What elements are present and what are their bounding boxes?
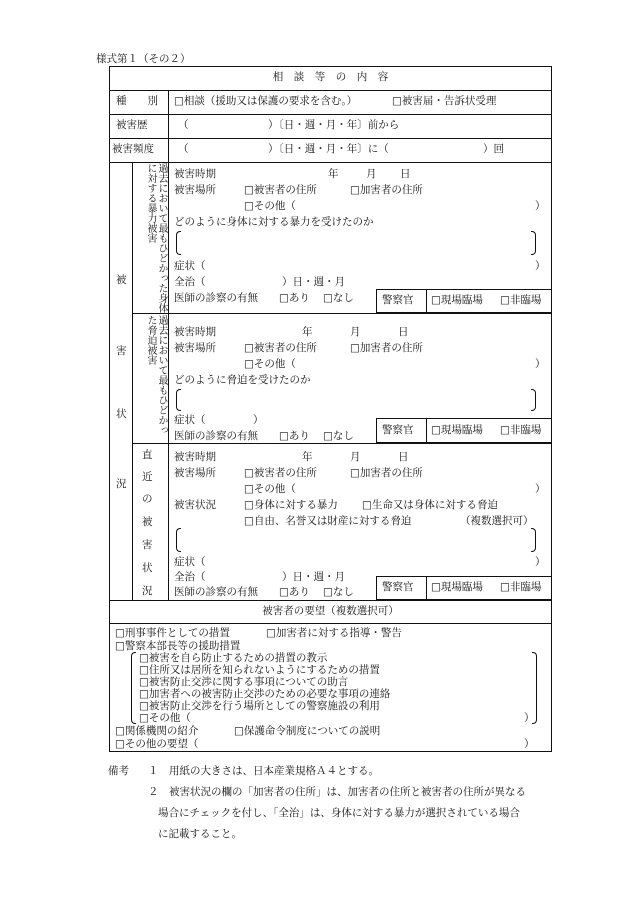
- pt-place-offender-checkbox[interactable]: □加害者の住所: [350, 342, 423, 354]
- divider: [168, 162, 169, 600]
- divider: [426, 418, 427, 443]
- divider: [109, 623, 552, 624]
- req-criminal-checkbox[interactable]: □刑事事件としての措置: [115, 627, 230, 639]
- pt-day[interactable]: 日: [398, 326, 409, 338]
- type-label: 種 別: [116, 95, 158, 107]
- rc-symptom-close: ）: [535, 556, 546, 568]
- section-label-4: 況: [116, 478, 127, 490]
- req-other-checkbox[interactable]: □その他の要望（: [115, 738, 199, 750]
- pv-heal-input[interactable]: 全治（: [174, 276, 206, 288]
- recent-side-3: の: [142, 493, 153, 505]
- pv-place-other-checkbox[interactable]: □その他（: [244, 200, 296, 212]
- right-bracket: [531, 231, 536, 255]
- pv-doctor-label: 医師の診察の有無: [174, 292, 258, 304]
- note-2-text-line2: 場合にチェックを付し、「全治」は、身体に対する暴力が選択されている場合: [158, 807, 520, 819]
- note-2-text-line3: に記載すること。: [158, 828, 242, 840]
- pv-heal-unit: ）日・週・月: [282, 276, 345, 288]
- recent-side-1: 直: [142, 449, 153, 461]
- pt-time-label: 被害時期: [174, 326, 216, 338]
- req-sub-checkbox[interactable]: □被害防止交渉に関する事項についての助言: [139, 676, 349, 688]
- pt-doctor-label: 医師の診察の有無: [174, 430, 258, 442]
- divider: [109, 114, 552, 115]
- recent-side-4: 被: [142, 516, 153, 528]
- recent-side-5: 害: [142, 539, 153, 551]
- pt-offsite-checkbox[interactable]: □非臨場: [500, 424, 542, 436]
- pv-offsite-checkbox[interactable]: □非臨場: [500, 294, 542, 306]
- notes-label: 備考: [108, 765, 129, 777]
- req-intro-checkbox[interactable]: □関係機関の紹介: [115, 725, 199, 737]
- rc-symptom-input[interactable]: 症状（: [174, 556, 206, 568]
- rc-doctor-yes-checkbox[interactable]: □あり: [279, 586, 310, 598]
- frequency-input[interactable]: ）〔日・週・月・年〕に（: [268, 143, 389, 155]
- req-sub-checkbox[interactable]: □住所又は居所を知られないようにするための措置: [139, 664, 380, 676]
- pv-place-victim-checkbox[interactable]: □被害者の住所: [244, 184, 317, 196]
- note-2-number: ２: [148, 786, 159, 798]
- pv-symptom-close: ）: [535, 260, 546, 272]
- rc-status-threat-life-checkbox[interactable]: □生命又は身体に対する脅迫: [362, 499, 498, 511]
- divider: [132, 313, 552, 314]
- pt-symptom-close: ）: [253, 414, 264, 426]
- rc-place-victim-checkbox[interactable]: □被害者の住所: [244, 467, 317, 479]
- req-guidance-checkbox[interactable]: □加害者に対する指導・警告: [266, 627, 402, 639]
- req-sub-other-checkbox[interactable]: □その他（: [139, 712, 191, 724]
- header-title: 相 談 等 の 内 容: [272, 71, 389, 83]
- pt-place-other-checkbox[interactable]: □その他（: [244, 358, 296, 370]
- rc-day[interactable]: 日: [398, 451, 409, 463]
- recent-side-7: 況: [142, 585, 153, 597]
- pv-police-label: 警察官: [382, 294, 414, 306]
- rc-status-threat-liberty-checkbox[interactable]: □自由、名誉又は財産に対する脅迫: [244, 515, 412, 527]
- right-bracket: [531, 528, 536, 552]
- rc-heal-input[interactable]: 全治（: [174, 571, 206, 583]
- recent-side-2: 近: [142, 471, 153, 483]
- frequency-open-paren: （: [178, 143, 189, 155]
- rc-place-other-close: ）: [535, 483, 546, 495]
- rc-doctor-no-checkbox[interactable]: □なし: [323, 586, 354, 598]
- rc-place-label: 被害場所: [174, 467, 216, 479]
- rc-multi-note: （複数選択可）: [460, 515, 534, 527]
- rc-year[interactable]: 年: [302, 451, 313, 463]
- pv-time-label: 被害時期: [174, 168, 216, 180]
- pv-place-other-close: ）: [535, 200, 546, 212]
- pv-day[interactable]: 日: [400, 168, 411, 180]
- req-sub-checkbox[interactable]: □被害防止交渉を行う場所としての警察施設の利用: [139, 700, 380, 712]
- req-sub-other-close: ）: [524, 712, 535, 724]
- pt-place-other-close: ）: [535, 358, 546, 370]
- rc-time-label: 被害時期: [174, 451, 216, 463]
- rc-month[interactable]: 月: [350, 451, 361, 463]
- req-sub-checkbox[interactable]: □被害を自ら防止するための措置の教示: [139, 652, 328, 664]
- pv-question: どのように身体に対する暴力を受けたのか: [174, 216, 374, 228]
- note-1-text: 用紙の大きさは、日本産業規格Ａ４とする。: [169, 765, 379, 777]
- right-bracket: [531, 389, 536, 411]
- pt-doctor-yes-checkbox[interactable]: □あり: [279, 430, 310, 442]
- pv-place-label: 被害場所: [174, 184, 216, 196]
- left-bracket: [131, 652, 136, 724]
- pt-symptom-input[interactable]: 症状（: [174, 414, 206, 426]
- left-bracket: [176, 389, 181, 411]
- rc-police-label: 警察官: [382, 581, 414, 593]
- history-label: 被害歴: [116, 119, 148, 131]
- pt-onsite-checkbox[interactable]: □現場臨場: [431, 424, 483, 436]
- divider: [132, 162, 133, 600]
- section-label-3: 状: [116, 408, 127, 420]
- requests-title: 被害者の要望（複数選択可）: [262, 605, 399, 617]
- rc-place-other-checkbox[interactable]: □その他（: [244, 483, 296, 495]
- divider: [109, 600, 552, 601]
- past-violence-side-label: 過去において最もひどかった身体に対する暴力被害: [145, 163, 167, 313]
- pv-doctor-no-checkbox[interactable]: □なし: [323, 292, 354, 304]
- pv-onsite-checkbox[interactable]: □現場臨場: [431, 294, 483, 306]
- history-input[interactable]: ）〔日・週・月・年〕前から: [268, 119, 400, 131]
- pv-symptom-input[interactable]: 症状（: [174, 260, 206, 272]
- pt-place-victim-checkbox[interactable]: □被害者の住所: [244, 342, 317, 354]
- history-open-paren: （: [178, 119, 189, 131]
- left-bracket: [176, 528, 181, 552]
- pt-year[interactable]: 年: [302, 326, 313, 338]
- pv-month[interactable]: 月: [366, 168, 377, 180]
- req-other-close: ）: [524, 738, 535, 750]
- frequency-label: 被害頻度: [112, 143, 154, 155]
- section-label-1: 被: [116, 274, 127, 286]
- divider: [132, 443, 552, 444]
- section-label-2: 害: [116, 345, 127, 357]
- divider: [426, 576, 427, 600]
- note-1-number: １: [148, 765, 159, 777]
- divider: [109, 162, 552, 163]
- pv-year[interactable]: 年: [328, 168, 339, 180]
- pt-police-label: 警察官: [382, 424, 414, 436]
- pt-doctor-no-checkbox[interactable]: □なし: [323, 430, 354, 442]
- pv-place-offender-checkbox[interactable]: □加害者の住所: [350, 184, 423, 196]
- rc-onsite-checkbox[interactable]: □現場臨場: [431, 581, 483, 593]
- req-sub-checkbox[interactable]: □加害者への被害防止交渉のための必要な事項の連絡: [139, 688, 391, 700]
- type-consult-checkbox[interactable]: □相談（援助又は保護の要求を含む。）: [174, 95, 358, 107]
- frequency-count-input[interactable]: ）回: [483, 143, 504, 155]
- rc-place-offender-checkbox[interactable]: □加害者の住所: [350, 467, 423, 479]
- pt-month[interactable]: 月: [350, 326, 361, 338]
- pt-place-label: 被害場所: [174, 342, 216, 354]
- divider: [109, 138, 552, 139]
- rc-offsite-checkbox[interactable]: □非臨場: [500, 581, 542, 593]
- rc-status-violence-checkbox[interactable]: □身体に対する暴力: [244, 499, 338, 511]
- recent-side-6: 状: [142, 562, 153, 574]
- rc-heal-unit: ）日・週・月: [282, 571, 345, 583]
- req-protect-checkbox[interactable]: □保護命令制度についての説明: [234, 725, 381, 737]
- pt-question: どのように脅迫を受けたのか: [174, 374, 311, 386]
- pv-doctor-yes-checkbox[interactable]: □あり: [279, 292, 310, 304]
- req-assist-checkbox[interactable]: □警察本部長等の援助措置: [115, 640, 241, 652]
- rc-doctor-label: 医師の診察の有無: [174, 586, 258, 598]
- type-report-checkbox[interactable]: □被害届・告訴状受理: [392, 95, 497, 107]
- past-threat-side-label: 過去において最もひどかった脅迫被害: [145, 315, 167, 435]
- divider: [109, 90, 552, 91]
- note-2-text-line1: 被害状況の欄の「加害者の住所」は、加害者の住所と被害者の住所が異なる: [169, 786, 526, 798]
- divider: [168, 90, 169, 162]
- left-bracket: [176, 231, 181, 255]
- form-label: 様式第１（その２）: [96, 53, 191, 65]
- rc-status-label: 被害状況: [174, 499, 216, 511]
- divider: [426, 289, 427, 313]
